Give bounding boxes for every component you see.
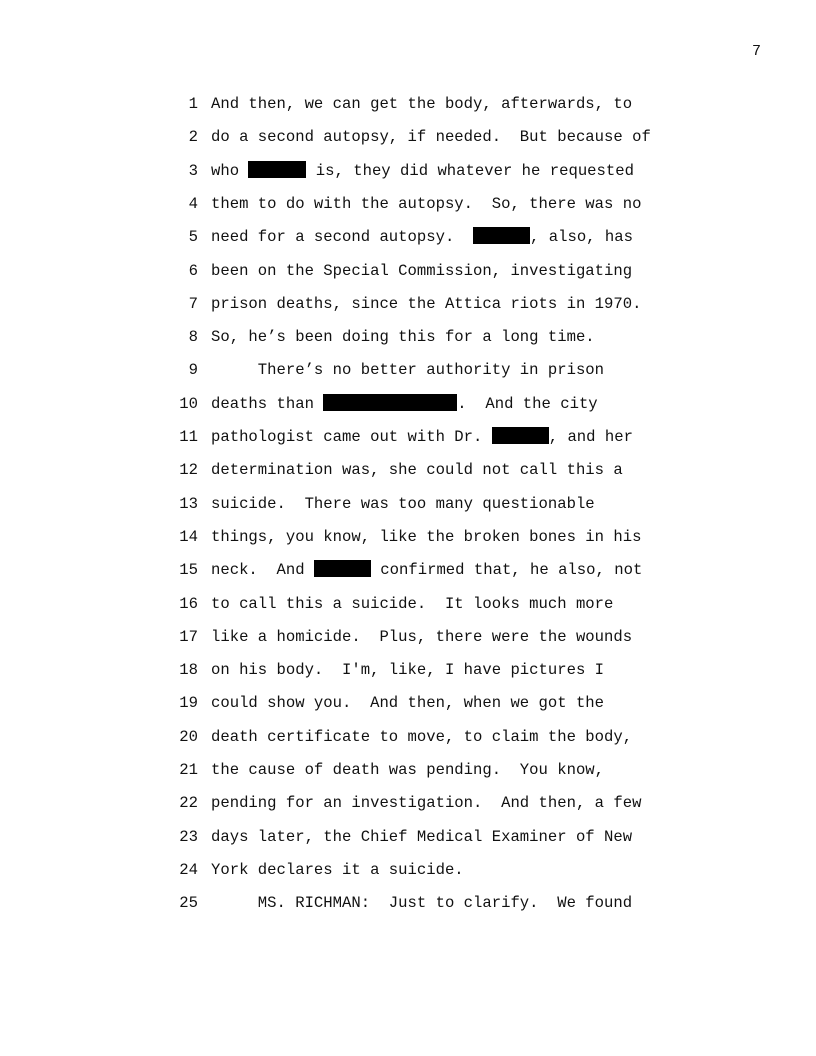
line-text: days later, the Chief Medical Examiner of New xyxy=(211,827,633,846)
line-number: 15 xyxy=(179,561,198,580)
transcript-line xyxy=(0,660,816,680)
transcript-line xyxy=(0,427,816,447)
line-number: 17 xyxy=(179,627,198,646)
line-text: deaths than . And the city xyxy=(211,394,598,413)
line-number: 19 xyxy=(179,694,198,713)
line-text: them to do with the autopsy. So, there was no xyxy=(211,194,642,213)
transcript-line xyxy=(0,194,816,214)
transcript-line xyxy=(0,127,816,147)
line-text: And then, we can get the body, afterwards, to xyxy=(211,95,633,113)
line-text: neck. And confirmed that, he also, not xyxy=(211,561,643,580)
transcript-line xyxy=(0,227,816,247)
redaction-box xyxy=(314,560,371,577)
transcript-line xyxy=(0,693,816,713)
line-number: 24 xyxy=(179,860,198,879)
line-text: York declares it a suicide. xyxy=(211,860,464,879)
line-text: need for a second autopsy. , also, has xyxy=(211,228,633,247)
transcript-line xyxy=(0,494,816,514)
line-text: MS. RICHMAN: Just to clarify. We found xyxy=(211,894,633,913)
line-number: 1 xyxy=(188,95,198,113)
transcript-line xyxy=(0,827,816,847)
redaction-box xyxy=(473,227,530,244)
transcript-line xyxy=(0,527,816,547)
page-number: 7 xyxy=(752,43,762,60)
line-number: 11 xyxy=(179,428,198,446)
line-number: 22 xyxy=(179,794,198,813)
line-number: 18 xyxy=(179,661,198,680)
line-number: 8 xyxy=(188,328,198,347)
transcript-line xyxy=(0,460,816,480)
transcript-line xyxy=(0,793,816,813)
line-number: 3 xyxy=(188,161,198,180)
line-number: 9 xyxy=(188,361,198,380)
line-text: to call this a suicide. It looks much more xyxy=(211,594,614,613)
transcript-line xyxy=(0,893,816,913)
line-text: who is, they did whatever he requested xyxy=(211,161,634,180)
transcript-line xyxy=(0,394,816,414)
line-text: like a homicide. Plus, there were the wounds xyxy=(211,627,633,646)
line-text: pending for an investigation. And then, a few xyxy=(211,794,642,813)
line-number: 23 xyxy=(179,827,198,846)
line-number: 25 xyxy=(179,894,198,913)
line-text: death certificate to move, to claim the body, xyxy=(211,727,633,746)
line-text: So, he’s been doing this for a long time. xyxy=(211,328,595,347)
transcript-line xyxy=(0,860,816,880)
line-text: do a second autopsy, if needed. But because of xyxy=(211,128,651,147)
transcript-line xyxy=(0,294,816,314)
line-text: determination was, she could not call this a xyxy=(211,461,623,480)
line-number: 12 xyxy=(179,461,198,480)
line-number: 13 xyxy=(179,494,198,513)
line-text: There’s no better authority in prison xyxy=(211,361,605,380)
line-number: 21 xyxy=(179,761,198,779)
transcript-line xyxy=(0,94,816,114)
line-number: 10 xyxy=(179,394,198,413)
transcript-line xyxy=(0,594,816,614)
line-text: been on the Special Commission, investigating xyxy=(211,261,633,280)
redaction-box xyxy=(323,394,457,411)
line-number: 5 xyxy=(188,228,198,247)
line-text: prison deaths, since the Attica riots in 1970. xyxy=(211,294,642,313)
line-text: things, you know, like the broken bones in his xyxy=(211,527,642,546)
line-text: suicide. There was too many questionable xyxy=(211,494,595,513)
transcript-line xyxy=(0,627,816,647)
line-number: 6 xyxy=(188,261,198,280)
line-number: 4 xyxy=(188,194,198,213)
line-text: could show you. And then, when we got the xyxy=(211,694,605,713)
transcript-line xyxy=(0,161,816,181)
transcript-line xyxy=(0,727,816,747)
transcript-line xyxy=(0,560,816,580)
line-text: on his body. I'm, like, I have pictures I xyxy=(211,661,605,680)
line-number: 2 xyxy=(188,128,198,147)
transcript-line xyxy=(0,360,816,380)
line-number: 16 xyxy=(179,594,198,613)
line-text: the cause of death was pending. You know, xyxy=(211,761,605,779)
redaction-box xyxy=(492,427,549,444)
line-number: 20 xyxy=(179,727,198,746)
transcript-line xyxy=(0,760,816,780)
redaction-box xyxy=(248,161,306,178)
transcript-line xyxy=(0,327,816,347)
line-text: pathologist came out with Dr. , and her xyxy=(211,428,633,446)
line-number: 7 xyxy=(188,294,198,313)
line-number: 14 xyxy=(179,527,198,546)
transcript-line xyxy=(0,261,816,281)
